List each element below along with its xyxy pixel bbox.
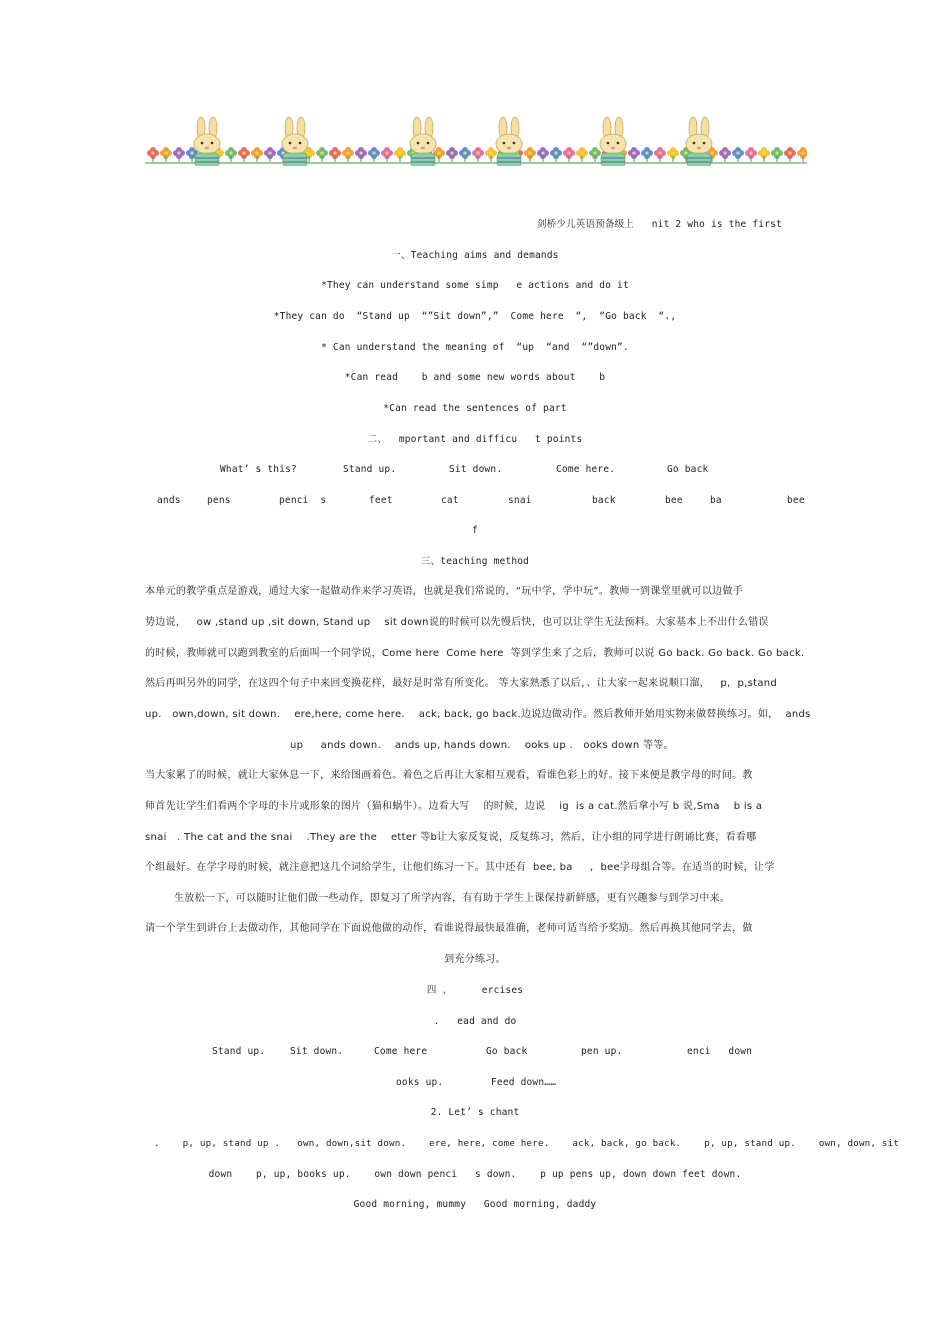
flower-icon xyxy=(719,147,731,162)
exercise-item: Come here xyxy=(374,1046,428,1057)
point-item: Sit down. xyxy=(449,464,503,475)
flower-icon xyxy=(394,147,406,162)
method-paragraph-line: snai . The cat and the snai .They are the etter 等b让大家反复说，反复练习，然后，让小组的同学进行朗诵比赛，看看哪 xyxy=(145,832,757,843)
method-paragraph-line: 到充分练习。 xyxy=(444,954,506,965)
flower-icon xyxy=(342,147,354,162)
flower-icon xyxy=(563,147,575,162)
method-paragraph-line: 然后再叫另外的同学，在这四个句子中来回变换花样，最好是时常有所变化。 等大家熟悉了以后，、让大家一起来说顺口溜， p, p,stand xyxy=(145,678,778,689)
aim-item-2: *They can do “Stand up “”Sit down”,” Come here “, “Go back “., xyxy=(273,311,677,322)
flower-icon xyxy=(381,147,393,162)
word-item: bee xyxy=(665,495,683,506)
flower-icon xyxy=(589,147,601,162)
flower-icon xyxy=(745,147,757,162)
document-title: 剑桥少儿英语预备级上 nit 2 who is the first xyxy=(537,219,782,230)
flower-icon xyxy=(524,147,536,162)
flower-icon xyxy=(264,147,276,162)
flower-icon xyxy=(173,147,185,162)
point-item: Come here. xyxy=(556,464,616,475)
word-item: f xyxy=(472,525,478,536)
word-item: ands xyxy=(157,495,181,506)
flower-icon xyxy=(797,147,807,162)
method-paragraph-line: 师首先让学生们看两个字母的卡片或形象的图片（猫和蜗牛）。边看大写 的时候，边说 ig is a cat.然后拿小写 b 说,Sma b is a xyxy=(145,801,763,812)
flower-icon xyxy=(628,147,640,162)
method-paragraph-line: 的时候，教师就可以跑到教室的后面叫一个同学说，Come here Come here 等到学生来了之后，教师可以说 Go back. Go back. Go back. xyxy=(145,648,805,659)
section3-heading: 三、teaching method xyxy=(420,556,530,567)
flower-icon xyxy=(641,147,653,162)
bunny-flower-banner xyxy=(145,110,807,166)
point-item: Stand up. xyxy=(343,464,397,475)
point-item: What’ s this? xyxy=(220,464,297,475)
point-item: Go back xyxy=(667,464,709,475)
section2-heading: 二、 mportant and difficu t points xyxy=(367,434,583,445)
chant-line: . p, up, stand up . own, down,sit down. ere, here, come here. ack, back, go back. p, up, stand up. own, down, sit xyxy=(154,1138,900,1149)
flower-icon xyxy=(238,147,250,162)
flower-icon xyxy=(160,147,172,162)
section4-heading: 四 、 ercises xyxy=(426,985,524,996)
exercise-item: pen up. xyxy=(581,1046,623,1057)
section1-heading: 一、Teaching aims and demands xyxy=(391,250,559,261)
exercise-item: Go back xyxy=(486,1046,528,1057)
chant-line: down p, up, books up. own down penci s down. p up pens up, down down feet down. xyxy=(208,1169,742,1180)
flower-icon xyxy=(316,147,328,162)
flower-icon xyxy=(368,147,380,162)
word-item: cat xyxy=(441,495,459,506)
exercise-item: Feed down…… xyxy=(491,1077,557,1088)
method-paragraph-line: 本单元的教学重点是游戏，通过大家一起做动作来学习英语，也就是我们常说的，“玩中学，学中玩”。教师一到课堂里就可以边做手 xyxy=(145,586,744,597)
flower-icon xyxy=(329,147,341,162)
flower-icon xyxy=(147,147,159,162)
flower-icon xyxy=(355,147,367,162)
flower-icon xyxy=(654,147,666,162)
flower-icon xyxy=(576,147,588,162)
exercise-item: enci down xyxy=(687,1046,753,1057)
method-paragraph-line: 个组最好。在学字母的时候，就注意把这几个词给学生，让他们练习一下。其中还有 bee, ba , bee字母组合等。在适当的时候，让学 xyxy=(145,862,775,873)
chant-subheading: 2. Let’ s chant xyxy=(430,1107,520,1118)
word-item: feet xyxy=(369,495,393,506)
method-paragraph-line: up. own,down, sit down. ere,here, come here. ack, back, go back.边说边做动作。然后教师开始用实物来做替换练习。如， ands xyxy=(145,709,811,720)
flower-icon xyxy=(446,147,458,162)
exercise-item: ooks up. xyxy=(396,1077,444,1088)
flower-icon xyxy=(771,147,783,162)
flower-icon xyxy=(784,147,796,162)
method-paragraph-line: 势边说， ow ,stand up ,sit down, Stand up sit down说的时候可以先慢后快，也可以让学生无法预料。大家基本上不出什么错误 xyxy=(145,617,769,628)
aim-item-1: *They can understand some simp e actions and do it xyxy=(321,280,629,291)
chant-line: Good morning, mummy Good morning, daddy xyxy=(353,1199,597,1210)
flower-icon xyxy=(732,147,744,162)
word-item: back xyxy=(592,495,616,506)
flower-icon xyxy=(537,147,549,162)
exercise-subheading: . ead and do xyxy=(433,1016,517,1027)
word-item: pens xyxy=(207,495,231,506)
aim-item-5: *Can read the sentences of part xyxy=(383,403,567,414)
word-item: bee xyxy=(787,495,805,506)
flower-icon xyxy=(225,147,237,162)
word-item: penci s xyxy=(279,495,327,506)
exercise-item: Stand up. xyxy=(212,1046,266,1057)
aim-item-3: * Can understand the meaning of “up “and “”down”. xyxy=(321,342,629,353)
word-item: snai xyxy=(508,495,532,506)
method-paragraph-line: 生放松一下，可以随时让他们做一些动作，即复习了所学内容，有有助于学生上课保持新鲜感，更有兴趣参与到学习中来。 xyxy=(174,893,731,904)
flower-icon xyxy=(485,147,497,162)
aim-item-4: *Can read b and some new words about b xyxy=(344,372,606,383)
exercise-item: Sit down. xyxy=(290,1046,344,1057)
flower-icon xyxy=(667,147,679,162)
flower-icon xyxy=(251,147,263,162)
flower-icon xyxy=(758,147,770,162)
flower-icon xyxy=(550,147,562,162)
method-paragraph-line: 当大家累了的时候，就让大家休息一下，来给图画着色。着色之后再让大家相互观看，看谁色彩上的好。接下来便是教字母的时间。教 xyxy=(145,770,753,781)
flower-icon xyxy=(459,147,471,162)
method-paragraph-line: 请一个学生到讲台上去做动作，其他同学在下面说他做的动作，看谁说得最快最准确，老师可适当给予奖励。然后再换其他同学去，做 xyxy=(145,923,753,934)
flower-icon xyxy=(472,147,484,162)
method-paragraph-line: up ands down. ands up, hands down. ooks up . ooks down 等等。 xyxy=(290,740,674,751)
word-item: ba xyxy=(710,495,722,506)
